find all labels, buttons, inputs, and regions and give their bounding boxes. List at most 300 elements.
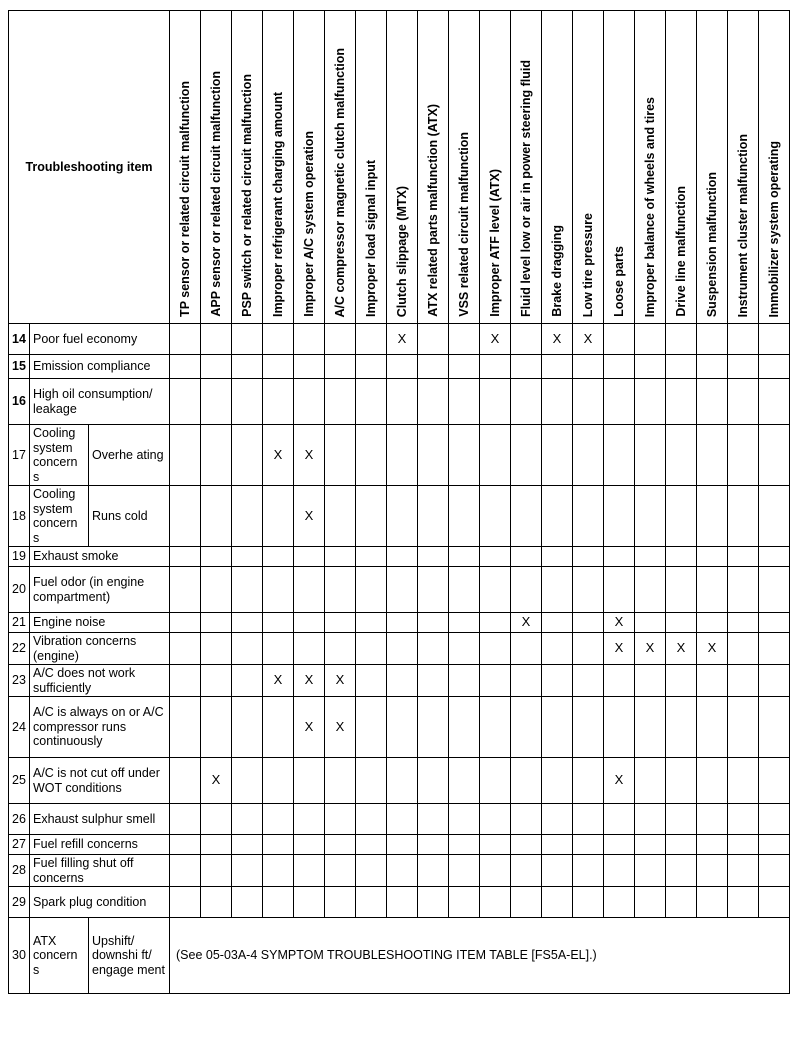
column-header-label: Improper A/C system operation [302, 131, 316, 317]
column-header [759, 11, 790, 324]
empty-cell [511, 567, 542, 613]
empty-cell [170, 355, 201, 379]
empty-cell [232, 887, 263, 918]
empty-cell [511, 835, 542, 855]
empty-cell [604, 855, 635, 887]
table-row [9, 633, 790, 665]
column-header-label: VSS related circuit malfunction [457, 132, 471, 317]
empty-cell [480, 665, 511, 697]
empty-cell [356, 887, 387, 918]
empty-cell [604, 887, 635, 918]
empty-cell [604, 547, 635, 567]
empty-cell [511, 486, 542, 547]
empty-cell [635, 804, 666, 835]
empty-cell [449, 613, 480, 633]
check-mark: X [511, 613, 542, 633]
empty-cell [263, 379, 294, 425]
check-mark: X [294, 486, 325, 547]
table-row [9, 918, 790, 994]
row-item: Fuel refill concerns [30, 835, 170, 855]
column-header-label: Instrument cluster malfunction [736, 133, 750, 317]
column-header-label: APP sensor or related circuit malfunction [209, 71, 223, 317]
empty-cell [480, 486, 511, 547]
empty-cell [387, 697, 418, 758]
empty-cell [170, 547, 201, 567]
empty-cell [728, 804, 759, 835]
empty-cell [325, 887, 356, 918]
column-header-label: Improper ATF level (ATX) [488, 169, 502, 317]
empty-cell [170, 613, 201, 633]
empty-cell [325, 567, 356, 613]
check-mark: X [294, 425, 325, 486]
empty-cell [635, 355, 666, 379]
empty-cell [170, 697, 201, 758]
check-mark: X [387, 324, 418, 355]
empty-cell [294, 835, 325, 855]
row-number: 15 [9, 355, 30, 379]
empty-cell [573, 425, 604, 486]
empty-cell [387, 425, 418, 486]
empty-cell [511, 379, 542, 425]
empty-cell [635, 613, 666, 633]
row-subitem: Runs cold [89, 486, 170, 547]
empty-cell [666, 355, 697, 379]
empty-cell [201, 613, 232, 633]
empty-cell [604, 835, 635, 855]
empty-cell [170, 379, 201, 425]
empty-cell [232, 613, 263, 633]
column-header [325, 11, 356, 324]
empty-cell [511, 697, 542, 758]
empty-cell [294, 855, 325, 887]
empty-cell [325, 804, 356, 835]
empty-cell [170, 855, 201, 887]
empty-cell [573, 633, 604, 665]
row-item: High oil consumption/ leakage [30, 379, 170, 425]
empty-cell [325, 758, 356, 804]
empty-cell [294, 887, 325, 918]
empty-cell [387, 835, 418, 855]
column-header-label: TP sensor or related circuit malfunction [178, 81, 192, 317]
empty-cell [573, 887, 604, 918]
empty-cell [573, 804, 604, 835]
column-header-label: Low tire pressure [581, 212, 595, 317]
empty-cell [666, 697, 697, 758]
empty-cell [480, 758, 511, 804]
empty-cell [201, 887, 232, 918]
empty-cell [728, 855, 759, 887]
empty-cell [666, 855, 697, 887]
table-body [9, 324, 790, 994]
empty-cell [418, 633, 449, 665]
empty-cell [666, 324, 697, 355]
empty-cell [573, 758, 604, 804]
empty-cell [666, 887, 697, 918]
column-header [604, 11, 635, 324]
empty-cell [418, 697, 449, 758]
empty-cell [418, 855, 449, 887]
column-header-label: Brake dragging [550, 225, 564, 317]
empty-cell [325, 855, 356, 887]
empty-cell [201, 425, 232, 486]
row-number: 27 [9, 835, 30, 855]
empty-cell [604, 425, 635, 486]
column-header-label: Immobilizer system operating [767, 140, 781, 317]
empty-cell [356, 567, 387, 613]
row-number: 16 [9, 379, 30, 425]
empty-cell [325, 633, 356, 665]
empty-cell [759, 887, 790, 918]
empty-cell [201, 633, 232, 665]
empty-cell [573, 547, 604, 567]
empty-cell [232, 355, 263, 379]
table-row [9, 567, 790, 613]
empty-cell [635, 486, 666, 547]
row-number: 24 [9, 697, 30, 758]
row-subitem: Overhe ating [89, 425, 170, 486]
empty-cell [263, 855, 294, 887]
row-item: Spark plug condition [30, 887, 170, 918]
empty-cell [728, 355, 759, 379]
empty-cell [418, 613, 449, 633]
empty-cell [263, 355, 294, 379]
empty-cell [294, 613, 325, 633]
table-row [9, 855, 790, 887]
empty-cell [232, 567, 263, 613]
table-header-row [9, 11, 790, 324]
row-number: 17 [9, 425, 30, 486]
empty-cell [697, 379, 728, 425]
empty-cell [294, 379, 325, 425]
empty-cell [759, 379, 790, 425]
empty-cell [418, 758, 449, 804]
empty-cell [604, 665, 635, 697]
empty-cell [356, 855, 387, 887]
row-item: A/C does not work sufficiently [30, 665, 170, 697]
empty-cell [387, 855, 418, 887]
empty-cell [449, 547, 480, 567]
empty-cell [511, 324, 542, 355]
empty-cell [325, 355, 356, 379]
check-mark: X [294, 665, 325, 697]
empty-cell [635, 425, 666, 486]
row-number: 28 [9, 855, 30, 887]
empty-cell [263, 324, 294, 355]
empty-cell [511, 758, 542, 804]
empty-cell [573, 355, 604, 379]
empty-cell [542, 697, 573, 758]
column-header [201, 11, 232, 324]
empty-cell [356, 835, 387, 855]
empty-cell [449, 355, 480, 379]
empty-cell [449, 665, 480, 697]
empty-cell [449, 324, 480, 355]
row-item: Engine noise [30, 613, 170, 633]
empty-cell [573, 697, 604, 758]
empty-cell [542, 613, 573, 633]
empty-cell [728, 425, 759, 486]
troubleshooting-table [8, 10, 790, 994]
empty-cell [604, 355, 635, 379]
empty-cell [387, 613, 418, 633]
empty-cell [697, 425, 728, 486]
empty-cell [666, 486, 697, 547]
empty-cell [170, 425, 201, 486]
empty-cell [170, 665, 201, 697]
empty-cell [635, 758, 666, 804]
empty-cell [387, 758, 418, 804]
table-row [9, 835, 790, 855]
row-number: 29 [9, 887, 30, 918]
empty-cell [511, 425, 542, 486]
empty-cell [728, 887, 759, 918]
row-number: 25 [9, 758, 30, 804]
empty-cell [697, 855, 728, 887]
empty-cell [387, 355, 418, 379]
empty-cell [635, 379, 666, 425]
empty-cell [666, 758, 697, 804]
empty-cell [542, 379, 573, 425]
empty-cell [666, 665, 697, 697]
empty-cell [480, 804, 511, 835]
empty-cell [356, 379, 387, 425]
empty-cell [573, 855, 604, 887]
empty-cell [480, 887, 511, 918]
empty-cell [356, 486, 387, 547]
column-header-label: A/C compressor magnetic clutch malfunction [333, 47, 347, 317]
empty-cell [666, 547, 697, 567]
table-row [9, 758, 790, 804]
empty-cell [263, 567, 294, 613]
empty-cell [666, 567, 697, 613]
empty-cell [511, 633, 542, 665]
column-header [387, 11, 418, 324]
empty-cell [418, 547, 449, 567]
empty-cell [356, 547, 387, 567]
empty-cell [263, 758, 294, 804]
empty-cell [232, 758, 263, 804]
column-header [573, 11, 604, 324]
check-mark: X [201, 758, 232, 804]
empty-cell [294, 804, 325, 835]
empty-cell [480, 425, 511, 486]
empty-cell [170, 486, 201, 547]
check-mark: X [542, 324, 573, 355]
row-number: 26 [9, 804, 30, 835]
empty-cell [201, 355, 232, 379]
row-item: Emission compliance [30, 355, 170, 379]
empty-cell [728, 633, 759, 665]
empty-cell [542, 804, 573, 835]
column-header [170, 11, 201, 324]
empty-cell [294, 547, 325, 567]
empty-cell [201, 547, 232, 567]
row-number: 19 [9, 547, 30, 567]
empty-cell [232, 425, 263, 486]
column-header-label: Fluid level low or air in power steering fluid [519, 60, 533, 317]
empty-cell [728, 665, 759, 697]
empty-cell [232, 855, 263, 887]
empty-cell [232, 324, 263, 355]
table-row [9, 547, 790, 567]
empty-cell [759, 665, 790, 697]
empty-cell [325, 613, 356, 633]
empty-cell [449, 835, 480, 855]
empty-cell [201, 804, 232, 835]
empty-cell [480, 855, 511, 887]
column-header-label: Loose parts [612, 246, 626, 317]
row-item: A/C is not cut off under WOT conditions [30, 758, 170, 804]
table-row [9, 887, 790, 918]
empty-cell [542, 633, 573, 665]
empty-cell [635, 697, 666, 758]
empty-cell [449, 697, 480, 758]
empty-cell [325, 835, 356, 855]
empty-cell [728, 547, 759, 567]
row-subitem: Upshift/ downshi ft/ engage ment [89, 918, 170, 994]
empty-cell [480, 379, 511, 425]
empty-cell [759, 835, 790, 855]
empty-cell [170, 835, 201, 855]
row-number: 21 [9, 613, 30, 633]
empty-cell [294, 355, 325, 379]
column-header [635, 11, 666, 324]
empty-cell [480, 613, 511, 633]
table-row [9, 665, 790, 697]
empty-cell [418, 804, 449, 835]
empty-cell [604, 697, 635, 758]
empty-cell [511, 887, 542, 918]
empty-cell [232, 665, 263, 697]
empty-cell [449, 887, 480, 918]
empty-cell [697, 547, 728, 567]
empty-cell [480, 835, 511, 855]
empty-cell [635, 887, 666, 918]
empty-cell [387, 887, 418, 918]
empty-cell [542, 425, 573, 486]
empty-cell [666, 804, 697, 835]
empty-cell [170, 567, 201, 613]
empty-cell [635, 567, 666, 613]
column-header-label: Suspension malfunction [705, 171, 719, 317]
empty-cell [325, 547, 356, 567]
empty-cell [573, 567, 604, 613]
empty-cell [697, 567, 728, 613]
empty-cell [759, 758, 790, 804]
empty-cell [635, 855, 666, 887]
empty-cell [263, 486, 294, 547]
empty-cell [511, 855, 542, 887]
empty-cell [635, 324, 666, 355]
empty-cell [511, 665, 542, 697]
empty-cell [573, 486, 604, 547]
empty-cell [480, 567, 511, 613]
empty-cell [697, 758, 728, 804]
check-mark: X [666, 633, 697, 665]
empty-cell [666, 613, 697, 633]
empty-cell [728, 379, 759, 425]
empty-cell [542, 355, 573, 379]
empty-cell [201, 855, 232, 887]
column-header [511, 11, 542, 324]
empty-cell [542, 567, 573, 613]
empty-cell [449, 567, 480, 613]
table-row [9, 425, 790, 486]
empty-cell [387, 567, 418, 613]
empty-cell [480, 355, 511, 379]
empty-cell [666, 835, 697, 855]
empty-cell [356, 697, 387, 758]
empty-cell [232, 804, 263, 835]
row-item: Fuel odor (in engine compartment) [30, 567, 170, 613]
row-item: Cooling system concern s [30, 425, 89, 486]
empty-cell [232, 547, 263, 567]
empty-cell [325, 486, 356, 547]
empty-cell [418, 355, 449, 379]
empty-cell [418, 887, 449, 918]
column-header [232, 11, 263, 324]
check-mark: X [294, 697, 325, 758]
empty-cell [604, 379, 635, 425]
empty-cell [201, 567, 232, 613]
empty-cell [356, 324, 387, 355]
column-header [449, 11, 480, 324]
empty-cell [201, 835, 232, 855]
table-row [9, 613, 790, 633]
row-item: A/C is always on or A/C compressor runs continuously [30, 697, 170, 758]
empty-cell [294, 324, 325, 355]
empty-cell [728, 613, 759, 633]
empty-cell [604, 324, 635, 355]
empty-cell [387, 379, 418, 425]
empty-cell [635, 665, 666, 697]
column-header-label: Drive line malfunction [674, 186, 688, 317]
column-header [356, 11, 387, 324]
empty-cell [263, 547, 294, 567]
empty-cell [759, 425, 790, 486]
empty-cell [263, 613, 294, 633]
empty-cell [449, 758, 480, 804]
check-mark: X [697, 633, 728, 665]
row-number: 30 [9, 918, 30, 994]
row-item: Fuel filling shut off concerns [30, 855, 170, 887]
table-row [9, 379, 790, 425]
empty-cell [542, 835, 573, 855]
table-row [9, 486, 790, 547]
empty-cell [511, 804, 542, 835]
row-number: 18 [9, 486, 30, 547]
empty-cell [418, 486, 449, 547]
empty-cell [263, 633, 294, 665]
check-mark: X [573, 324, 604, 355]
empty-cell [697, 804, 728, 835]
empty-cell [232, 835, 263, 855]
check-mark: X [263, 425, 294, 486]
empty-cell [759, 697, 790, 758]
check-mark: X [480, 324, 511, 355]
empty-cell [542, 855, 573, 887]
row-item: Poor fuel economy [30, 324, 170, 355]
empty-cell [449, 855, 480, 887]
empty-cell [759, 613, 790, 633]
column-header-label: Improper balance of wheels and tires [643, 96, 657, 317]
empty-cell [542, 547, 573, 567]
empty-cell [573, 613, 604, 633]
empty-cell [604, 567, 635, 613]
troubleshooting-table-container [8, 10, 790, 994]
column-header [480, 11, 511, 324]
empty-cell [170, 804, 201, 835]
